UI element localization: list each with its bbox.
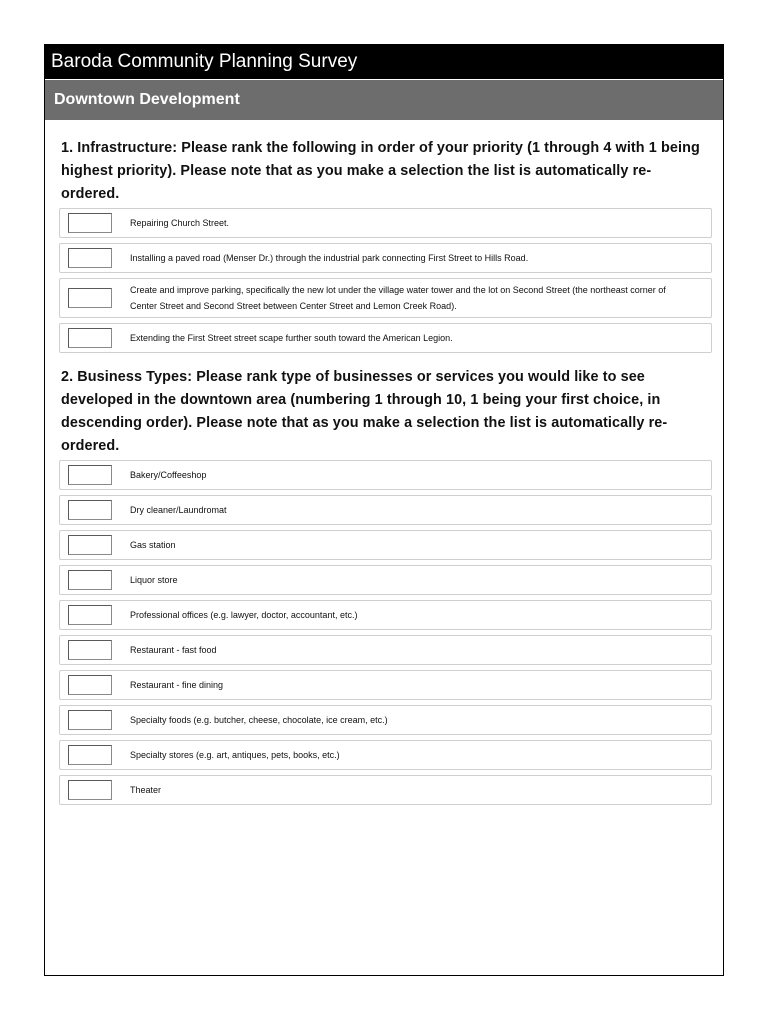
rank-input[interactable] (68, 710, 112, 730)
rank-input[interactable] (68, 213, 112, 233)
rank-input[interactable] (68, 248, 112, 268)
ranking-row (59, 705, 712, 735)
ranking-row (59, 278, 712, 318)
ranking-row (59, 460, 712, 490)
ranking-row (59, 600, 712, 630)
ranking-row (59, 495, 712, 525)
rank-input[interactable] (68, 465, 112, 485)
rank-input[interactable] (68, 745, 112, 765)
ranking-row (59, 530, 712, 560)
ranking-row (59, 323, 712, 353)
ranking-row (59, 565, 712, 595)
option-label: Bakery/Coffeeshop (130, 470, 207, 480)
option-label: Specialty stores (e.g. art, antiques, pets, books, etc.) (130, 750, 340, 760)
question-1-text: 1. Infrastructure: Please rank the following in order of your priority (1 through 4 with 1 being highest priority). Please note that as you make a selection the list is automatically re-ordered. (61, 140, 700, 202)
ranking-row (59, 243, 712, 273)
rank-input[interactable] (68, 605, 112, 625)
rank-input[interactable] (68, 640, 112, 660)
option-label: Theater (130, 785, 162, 795)
ranking-row (59, 670, 712, 700)
rank-input[interactable] (68, 570, 112, 590)
option-label: Extending the First Street street scape further south toward the American Legion. (130, 333, 453, 343)
option-label: Restaurant - fine dining (130, 680, 224, 690)
option-label: Specialty foods (e.g. butcher, cheese, chocolate, ice cream, etc.) (130, 715, 388, 725)
rank-input[interactable] (68, 328, 112, 348)
ranking-row (59, 775, 712, 805)
section-header: Downtown Development (45, 79, 723, 120)
question-2-text: 2. Business Types: Please rank type of businesses or services you would like to see developed in the downtown area (numbering 1 through 10, 1 being your first choice, in descending order). Please note that as you make a selection the list is automatically re-ordered. (61, 369, 668, 454)
ranking-row (59, 208, 712, 238)
ranking-row (59, 740, 712, 770)
rank-input[interactable] (68, 675, 112, 695)
rank-input[interactable] (68, 500, 112, 520)
option-label: Gas station (130, 540, 176, 550)
option-label: Dry cleaner/Laundromat (130, 505, 227, 515)
option-label: Liquor store (130, 575, 178, 585)
question-2-options (59, 460, 712, 805)
option-label: Restaurant - fast food (130, 645, 217, 655)
rank-input[interactable] (68, 780, 112, 800)
question-1-options (59, 208, 712, 353)
rank-input[interactable] (68, 288, 112, 308)
option-label: Professional offices (e.g. lawyer, doctor, accountant, etc.) (130, 610, 358, 620)
ranking-row (59, 635, 712, 665)
survey-form (44, 44, 724, 976)
rank-input[interactable] (68, 535, 112, 555)
option-label: Repairing Church Street. (130, 218, 230, 228)
option-label: Create and improve parking, specifically the new lot under the village water tower and the lot on Second Street (the northeast corner of Center Street and Second Street between Center Street and Lemon Creek Road). (130, 285, 666, 311)
option-label: Installing a paved road (Menser Dr.) through the industrial park connecting First Street to Hills Road. (130, 253, 529, 263)
survey-title: Baroda Community Planning Survey (45, 45, 723, 79)
